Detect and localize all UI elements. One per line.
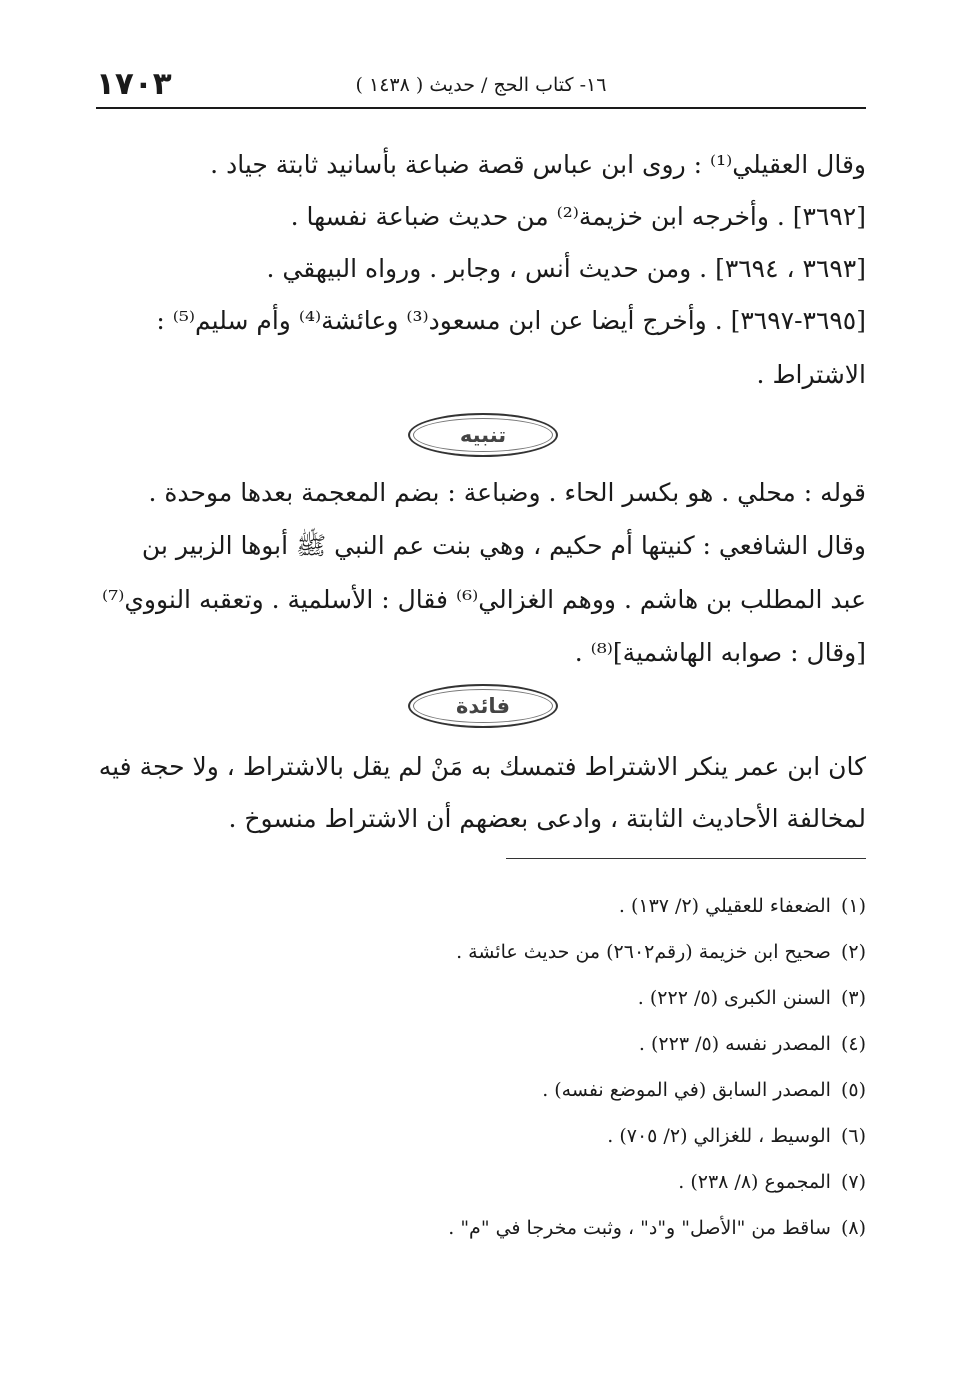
footnote-5 (96, 1081, 866, 1100)
footnote-2 (96, 943, 866, 962)
page-number: ١٧٠٣ (96, 66, 172, 102)
page-header (96, 66, 866, 106)
main-line-3: [٣٦٩٣ ، ٣٦٩٤] . ومن حديث أنس ، وجابر . ورواه البيهقي . (266, 254, 866, 283)
footnote-separator (506, 858, 866, 859)
header-rule (96, 107, 866, 109)
footnote-text: ساقط من "الأصل" و"د" ، وثبت مخرجا في "م" . (448, 1217, 831, 1239)
footnote-text: المجموع (٨/ ٢٣٨) . (678, 1171, 831, 1193)
tanbih-line-1: قوله : محلي . هو بكسر الحاء . وضباعة : بضم المعجمة بعدها موحدة . (148, 478, 866, 507)
footnote-8 (96, 1219, 866, 1238)
footnote-number: (١) (840, 895, 866, 917)
footnote-number: (٧) (840, 1171, 866, 1193)
faida-heading: فائدة (408, 684, 558, 728)
footnote-6 (96, 1127, 866, 1146)
footnote-4 (96, 1035, 866, 1054)
tanbih-line-4: [وقال : صوابه الهاشمية]⁽⁸⁾ . (574, 638, 866, 667)
footnote-text: المصدر السابق (في الموضع نفسه) . (542, 1079, 831, 1101)
footnote-number: (٣) (840, 987, 866, 1009)
footnote-text: المصدر نفسه (٥/ ٢٢٣) . (638, 1033, 831, 1055)
running-title: ١٦- كتاب الحج / حديث ( ١٤٣٨ ) (355, 74, 607, 96)
faida-line-2: لمخالفة الأحاديث الثابتة ، وادعى بعضهم أن الاشتراط منسوخ . (228, 804, 866, 833)
footnote-number: (٢) (840, 941, 866, 963)
footnote-number: (٤) (840, 1033, 866, 1055)
footnote-text: الضعفاء للعقيلي (٢/ ١٣٧) . (618, 895, 831, 917)
footnote-text: صحيح ابن خزيمة (رقم٢٦٠٢) من حديث عائشة . (456, 941, 831, 963)
footnote-number: (٥) (840, 1079, 866, 1101)
main-line-5: الاشتراط . (756, 360, 866, 389)
tanbih-line-3: عبد المطلب بن هاشم . ووهم الغزالي⁽⁶⁾ فقال : الأسلمية . وتعقبه النووي⁽⁷⁾ (102, 585, 866, 614)
footnote-7 (96, 1173, 866, 1192)
footnote-1 (96, 897, 866, 916)
footnote-number: (٦) (840, 1125, 866, 1147)
tanbih-line-2: وقال الشافعي : كنيتها أم حكيم ، وهي بنت عم النبي ﷺ أبوها الزبير بن (141, 531, 866, 560)
tanbih-heading: تنبيه (408, 413, 558, 457)
main-line-2: [٣٦٩٢] . وأخرجه ابن خزيمة⁽²⁾ من حديث ضباعة نفسها . (290, 202, 866, 231)
footnote-3 (96, 989, 866, 1008)
footnote-text: السنن الكبرى (٥/ ٢٢٢) . (637, 987, 831, 1009)
main-line-4: [٣٦٩٥-٣٦٩٧] . وأخرج أيضا عن ابن مسعود⁽³⁾ وعائشة⁽⁴⁾ وأم سليم⁽⁵⁾ : (156, 306, 866, 335)
main-line-1: وقال العقيلي⁽¹⁾ : روى ابن عباس قصة ضباعة بأسانيد ثابتة جياد . (210, 150, 866, 179)
faida-line-1: كان ابن عمر ينكر الاشتراط فتمسك به مَنْ لم يقل بالاشتراط ، ولا حجة فيه (98, 752, 866, 781)
footnote-number: (٨) (840, 1217, 866, 1239)
footnote-text: الوسيط ، للغزالي (٢/ ٧٠٥) . (607, 1125, 831, 1147)
